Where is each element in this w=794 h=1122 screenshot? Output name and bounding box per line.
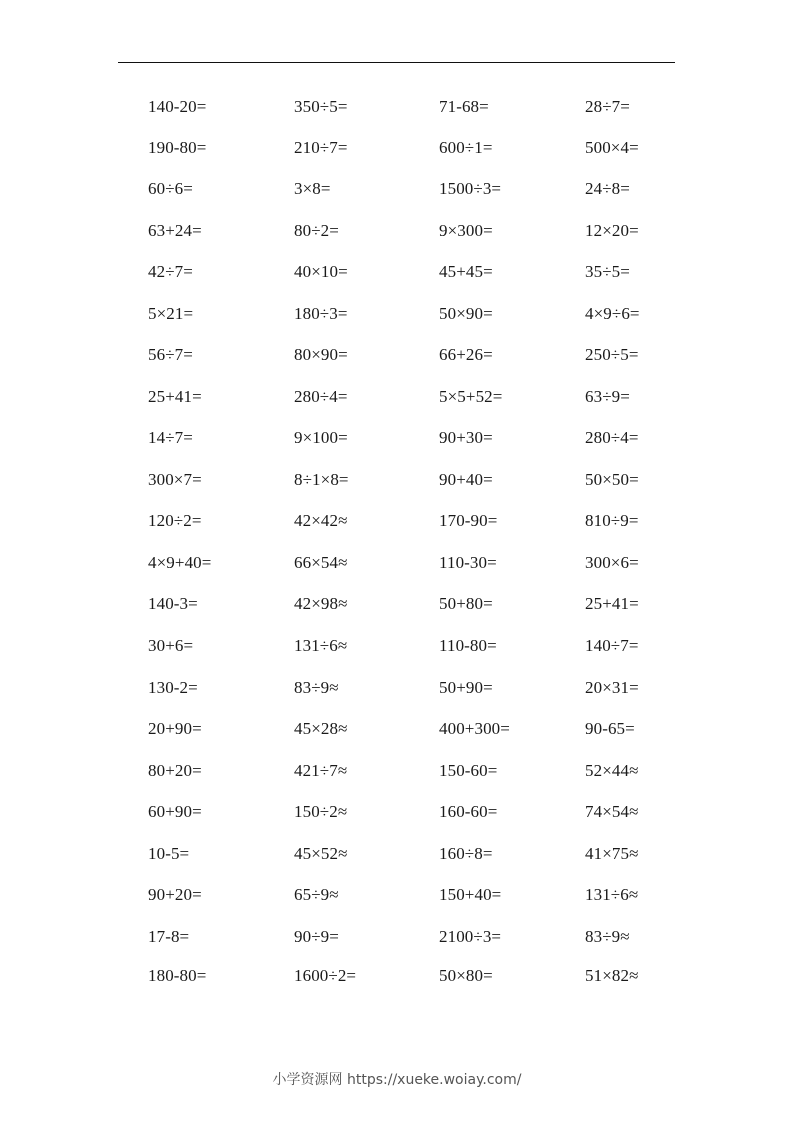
- problem: 20+90=: [148, 719, 202, 738]
- problem: 421÷7≈: [294, 761, 348, 780]
- problem: 110-80=: [439, 636, 497, 655]
- problem: 50+80=: [439, 594, 493, 613]
- problem: 150+40=: [439, 885, 502, 904]
- problem: 90-65=: [585, 719, 635, 738]
- problem: 41×75≈: [585, 844, 639, 863]
- footer-source-text: 小学资源网 https://xueke.woiay.com/: [272, 1072, 522, 1088]
- problem: 66×54≈: [294, 553, 348, 572]
- problem: 90÷9=: [294, 927, 339, 946]
- problem-row: [0, 592, 794, 616]
- problem-row: [0, 136, 794, 160]
- problem: 35÷5=: [585, 262, 630, 281]
- problem: 9×100=: [294, 428, 348, 447]
- problem: 300×7=: [148, 470, 202, 489]
- problem: 50×90=: [439, 304, 493, 323]
- problem-row: [0, 676, 794, 700]
- problem: 28÷7=: [585, 97, 630, 116]
- problem: 40×10=: [294, 262, 348, 281]
- problem: 120÷2=: [148, 511, 202, 530]
- problem: 30+6=: [148, 636, 194, 655]
- problem-row: [0, 177, 794, 201]
- problem: 25+41=: [585, 594, 639, 613]
- problem: 170-90=: [439, 511, 498, 530]
- problem-row: [0, 385, 794, 409]
- problem-row: [0, 260, 794, 284]
- problem: 600÷1=: [439, 138, 493, 157]
- problem: 65÷9≈: [294, 885, 339, 904]
- problem: 50+90=: [439, 678, 493, 697]
- header-rule: [118, 62, 675, 63]
- problem: 63÷9=: [585, 387, 630, 406]
- problem: 1600÷2=: [294, 966, 357, 985]
- problem: 160÷8=: [439, 844, 493, 863]
- problem-row: [0, 964, 794, 988]
- problem: 2100÷3=: [439, 927, 502, 946]
- problem: 25+41=: [148, 387, 202, 406]
- problem: 45+45=: [439, 262, 493, 281]
- problem: 63+24=: [148, 221, 202, 240]
- problem: 90+30=: [439, 428, 493, 447]
- problem: 5×5+52=: [439, 387, 503, 406]
- problem: 500×4=: [585, 138, 639, 157]
- problem: 250÷5=: [585, 345, 639, 364]
- problem: 150-60=: [439, 761, 498, 780]
- problem: 130-2=: [148, 678, 198, 697]
- problem-row: [0, 842, 794, 866]
- problem: 90+20=: [148, 885, 202, 904]
- problem-row: [0, 800, 794, 824]
- problem: 45×28≈: [294, 719, 348, 738]
- problem: 131÷6≈: [585, 885, 639, 904]
- problem-row: [0, 468, 794, 492]
- problem: 4×9÷6=: [585, 304, 640, 323]
- problem: 80×90=: [294, 345, 348, 364]
- problem: 71-68=: [439, 97, 489, 116]
- problem: 810÷9=: [585, 511, 639, 530]
- problem: 400+300=: [439, 719, 510, 738]
- problem: 3×8=: [294, 179, 331, 198]
- problem: 300×6=: [585, 553, 639, 572]
- problem: 66+26=: [439, 345, 493, 364]
- problem: 56÷7=: [148, 345, 193, 364]
- problem-row: [0, 95, 794, 119]
- problem: 9×300=: [439, 221, 493, 240]
- problem: 1500÷3=: [439, 179, 502, 198]
- problem: 50×50=: [585, 470, 639, 489]
- problem: 42÷7=: [148, 262, 193, 281]
- problem: 14÷7=: [148, 428, 193, 447]
- problem-row: [0, 925, 794, 949]
- problem-row: [0, 343, 794, 367]
- problem: 12×20=: [585, 221, 639, 240]
- problem-row: [0, 302, 794, 326]
- problem: 90+40=: [439, 470, 493, 489]
- problem: 42×42≈: [294, 511, 348, 530]
- problem: 150÷2≈: [294, 802, 348, 821]
- problem-row: [0, 426, 794, 450]
- problem: 210÷7=: [294, 138, 348, 157]
- problem-row: [0, 717, 794, 741]
- problem: 140÷7=: [585, 636, 639, 655]
- problem-row: [0, 759, 794, 783]
- problem: 140-20=: [148, 97, 207, 116]
- problem-row: [0, 634, 794, 658]
- problem: 83÷9≈: [294, 678, 339, 697]
- problem-row: [0, 883, 794, 907]
- problem: 160-60=: [439, 802, 498, 821]
- problem: 45×52≈: [294, 844, 348, 863]
- problem: 4×9+40=: [148, 553, 212, 572]
- problem: 24÷8=: [585, 179, 630, 198]
- problem: 190-80=: [148, 138, 207, 157]
- problem: 8÷1×8=: [294, 470, 349, 489]
- problem: 131÷6≈: [294, 636, 348, 655]
- problem: 17-8=: [148, 927, 190, 946]
- problem: 80+20=: [148, 761, 202, 780]
- problem: 180÷3=: [294, 304, 348, 323]
- problem: 60+90=: [148, 802, 202, 821]
- problem: 10-5=: [148, 844, 190, 863]
- problem: 51×82≈: [585, 966, 639, 985]
- problem: 140-3=: [148, 594, 198, 613]
- problem: 5×21=: [148, 304, 194, 323]
- problem: 280÷4=: [294, 387, 348, 406]
- problem: 280÷4=: [585, 428, 639, 447]
- problem: 42×98≈: [294, 594, 348, 613]
- problem: 60÷6=: [148, 179, 193, 198]
- problem-row: [0, 551, 794, 575]
- problem: 83÷9≈: [585, 927, 630, 946]
- problem: 110-30=: [439, 553, 497, 572]
- problem: 74×54≈: [585, 802, 639, 821]
- problem: 50×80=: [439, 966, 493, 985]
- problem: 52×44≈: [585, 761, 639, 780]
- problem-row: [0, 219, 794, 243]
- problem: 20×31=: [585, 678, 639, 697]
- problem: 350÷5=: [294, 97, 348, 116]
- problem-row: [0, 509, 794, 533]
- problem: 180-80=: [148, 966, 207, 985]
- problem: 80÷2=: [294, 221, 339, 240]
